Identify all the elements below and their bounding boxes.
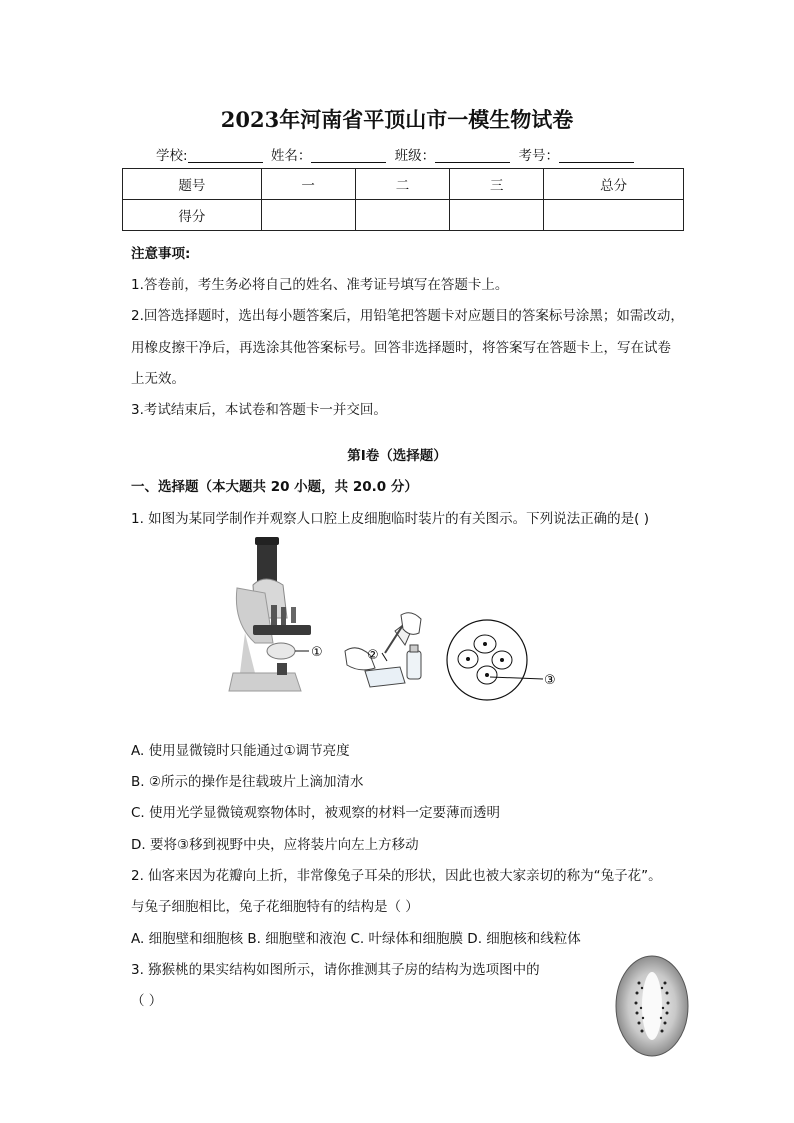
question-stem: 与兔子细胞相比，兔子花细胞特有的结构是（ ） [131, 899, 419, 915]
score-table-score-row [123, 200, 684, 231]
dropper-illustration [345, 613, 421, 687]
page-title: 2023年河南省平顶山市一模生物试卷 [220, 107, 574, 132]
score-table-header-row [123, 169, 684, 200]
option-a: A. 使用显微镜时只能通过①调节亮度 [131, 743, 350, 759]
microscope-illustration [229, 537, 311, 691]
table-cell: 一 [261, 169, 355, 200]
score-cell[interactable] [450, 200, 544, 231]
table-cell: 得分 [123, 200, 262, 231]
q1-figure [225, 533, 575, 708]
score-cell[interactable] [355, 200, 450, 231]
school-blank[interactable] [188, 148, 263, 163]
table-cell: 二 [355, 169, 450, 200]
option-d: D. 要将③移到视野中央，应将装片向左上方移动 [131, 837, 419, 853]
notes-heading: 注意事项: [131, 246, 191, 262]
class-blank[interactable] [435, 148, 510, 163]
question-stem: 2. 仙客来因为花瓣向上折，非常像兔子耳朵的形状，因此也被大家亲切的称为“兔子花”。 [131, 868, 662, 884]
section-title: 第Ⅰ卷（选择题） [347, 448, 447, 464]
figure-label-3: ③ [544, 673, 556, 688]
note-line: 上无效。 [131, 371, 185, 387]
score-cell[interactable] [544, 200, 684, 231]
number-label: 考号： [518, 148, 559, 164]
microscope-view-illustration [447, 620, 543, 700]
kiwi-cross-section-image [612, 953, 692, 1059]
number-blank[interactable] [559, 148, 634, 163]
score-table [122, 168, 684, 231]
name-label: 姓名： [270, 148, 312, 164]
figure-label-2: ② [367, 648, 379, 663]
table-cell: 题号 [123, 169, 262, 200]
score-cell[interactable] [261, 200, 355, 231]
question-stem: 3. 猕猴桃的果实结构如图所示，请你推测其子房的结构为选项图中的 [131, 962, 540, 978]
part-heading: 一、选择题（本大题共 20 小题，共 20.0 分） [131, 479, 418, 495]
note-line: 1.答卷前，考生务必将自己的姓名、准考证号填写在答题卡上。 [131, 277, 509, 293]
option-c: C. 使用光学显微镜观察物体时，被观察的材料一定要薄而透明 [131, 805, 501, 821]
name-blank[interactable] [311, 148, 386, 163]
answer-paren: （ ） [131, 993, 163, 1009]
table-cell: 总分 [544, 169, 684, 200]
note-line: 用橡皮擦干净后，再选涂其他答案标号。回答非选择题时，将答案写在答题卡上，写在试卷 [131, 340, 671, 356]
option-b: B. ②所示的操作是往载玻片上滴加清水 [131, 774, 364, 790]
student-info-line [0, 144, 794, 164]
class-label: 班级： [394, 148, 436, 164]
table-cell: 三 [450, 169, 544, 200]
question-stem: 1. 如图为某同学制作并观察人口腔上皮细胞临时装片的有关图示。下列说法正确的是( ) [131, 511, 649, 527]
figure-label-1: ① [311, 645, 323, 660]
school-label: 学校: [156, 148, 188, 164]
note-line: 2.回答选择题时，选出每小题答案后，用铅笔把答题卡对应题目的答案标号涂黑；如需改动， [131, 308, 684, 324]
options-line: A. 细胞壁和细胞核 B. 细胞壁和液泡 C. 叶绿体和细胞膜 D. 细胞核和线粒体 [131, 931, 581, 947]
note-line: 3.考试结束后，本试卷和答题卡一并交回。 [131, 402, 387, 418]
